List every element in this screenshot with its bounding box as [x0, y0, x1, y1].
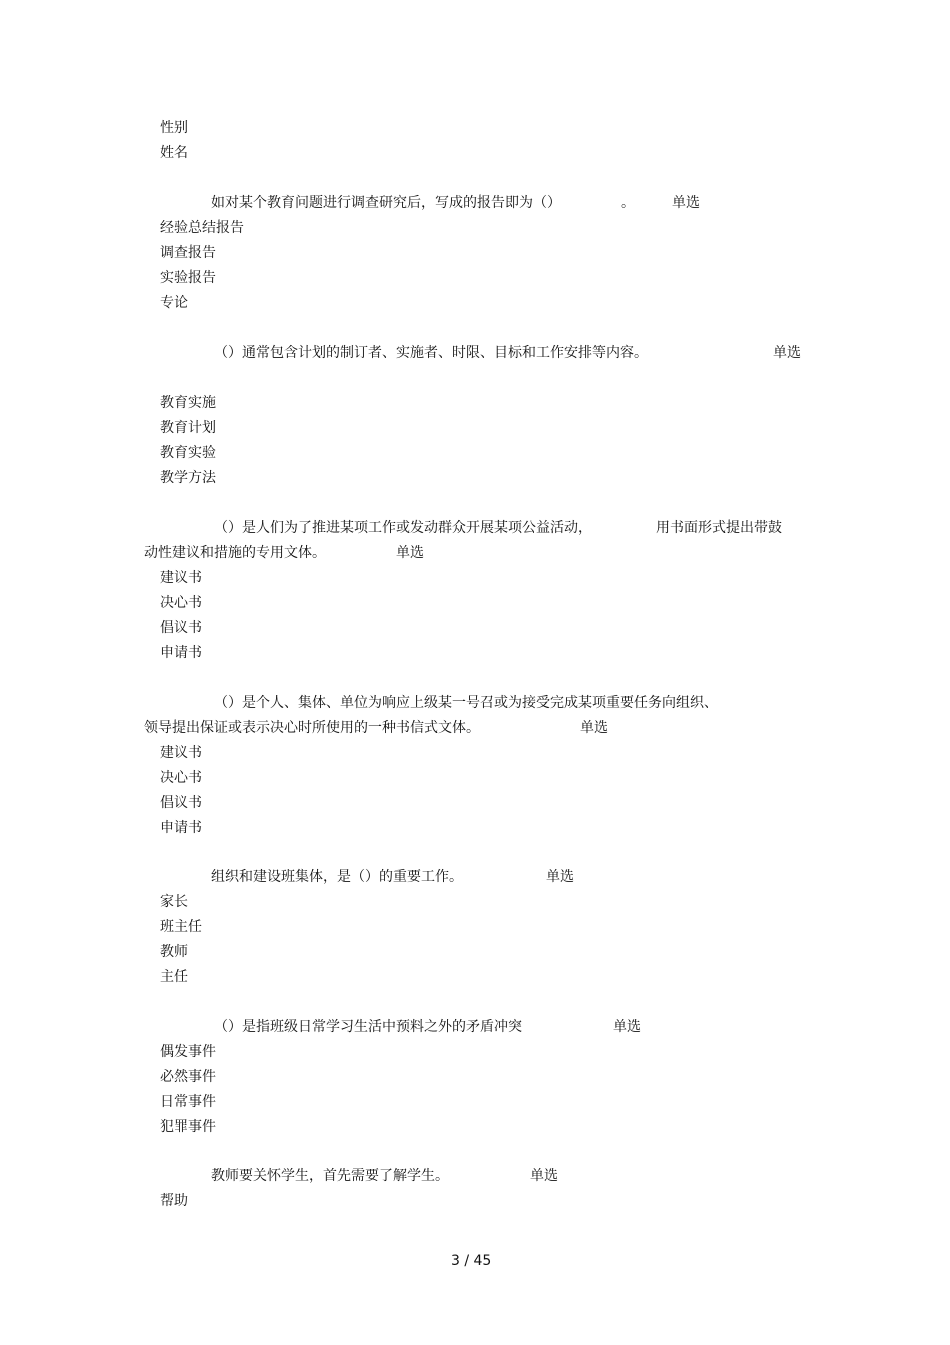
- question-3-option: 倡议书: [160, 620, 202, 636]
- question-3-option: 建议书: [160, 570, 202, 586]
- question-4-stem-b: 领导提出保证或表示决心时所使用的一种书信式文体。: [144, 720, 480, 736]
- question-3-stem-a: （）是人们为了推进某项工作或发动群众开展某项公益活动，: [214, 520, 592, 536]
- question-5-option: 教师: [160, 944, 188, 960]
- question-6-type: 单选: [613, 1019, 641, 1035]
- question-2-option: 教育计划: [160, 420, 216, 436]
- question-1-option: 专论: [160, 295, 188, 311]
- question-2-stem: （）通常包含计划的制订者、实施者、时限、目标和工作安排等内容。: [214, 345, 648, 361]
- question-3-option: 申请书: [160, 645, 202, 661]
- question-4-option: 倡议书: [160, 795, 202, 811]
- question-2-option: 教育实验: [160, 445, 216, 461]
- question-3-option: 决心书: [160, 595, 202, 611]
- question-1-option: 调查报告: [160, 245, 216, 261]
- question-5-option: 班主任: [160, 919, 202, 935]
- question-1-type: 单选: [672, 195, 700, 211]
- question-7-type: 单选: [530, 1168, 558, 1184]
- question-3-type: 单选: [396, 545, 424, 561]
- question-6-option: 偶发事件: [160, 1044, 216, 1060]
- question-4-stem-a: （）是个人、集体、单位为响应上级某一号召或为接受完成某项重要任务向组织、: [214, 695, 718, 711]
- question-2-option: 教育实施: [160, 395, 216, 411]
- question-6-option: 必然事件: [160, 1069, 216, 1085]
- line-name: 姓名: [160, 145, 188, 161]
- question-4-type: 单选: [580, 720, 608, 736]
- question-5-stem: 组织和建设班集体，是（）的重要工作。: [211, 869, 463, 885]
- question-5-option: 家长: [160, 894, 188, 910]
- question-1-option: 经验总结报告: [160, 220, 244, 236]
- question-6-option: 日常事件: [160, 1094, 216, 1110]
- question-3-stem-c: 动性建议和措施的专用文体。: [144, 545, 326, 561]
- question-1-option: 实验报告: [160, 270, 216, 286]
- question-5-option: 主任: [160, 969, 188, 985]
- question-2-type: 单选: [773, 345, 801, 361]
- question-4-option: 申请书: [160, 820, 202, 836]
- question-7-stem: 教师要关怀学生，首先需要了解学生。: [211, 1168, 449, 1184]
- line-gender: 性别: [160, 120, 188, 136]
- question-7-option: 帮助: [160, 1193, 188, 1209]
- question-1-period: 。: [621, 195, 635, 211]
- question-6-stem: （）是指班级日常学习生活中预料之外的矛盾冲突: [214, 1019, 522, 1035]
- question-2-option: 教学方法: [160, 470, 216, 486]
- question-3-stem-b: 用书面形式提出带鼓: [656, 520, 782, 536]
- question-1-stem: 如对某个教育问题进行调查研究后，写成的报告即为（）: [211, 195, 561, 211]
- page-number: 3 / 45: [451, 1253, 492, 1269]
- question-5-type: 单选: [546, 869, 574, 885]
- question-4-option: 建议书: [160, 745, 202, 761]
- question-4-option: 决心书: [160, 770, 202, 786]
- question-6-option: 犯罪事件: [160, 1119, 216, 1135]
